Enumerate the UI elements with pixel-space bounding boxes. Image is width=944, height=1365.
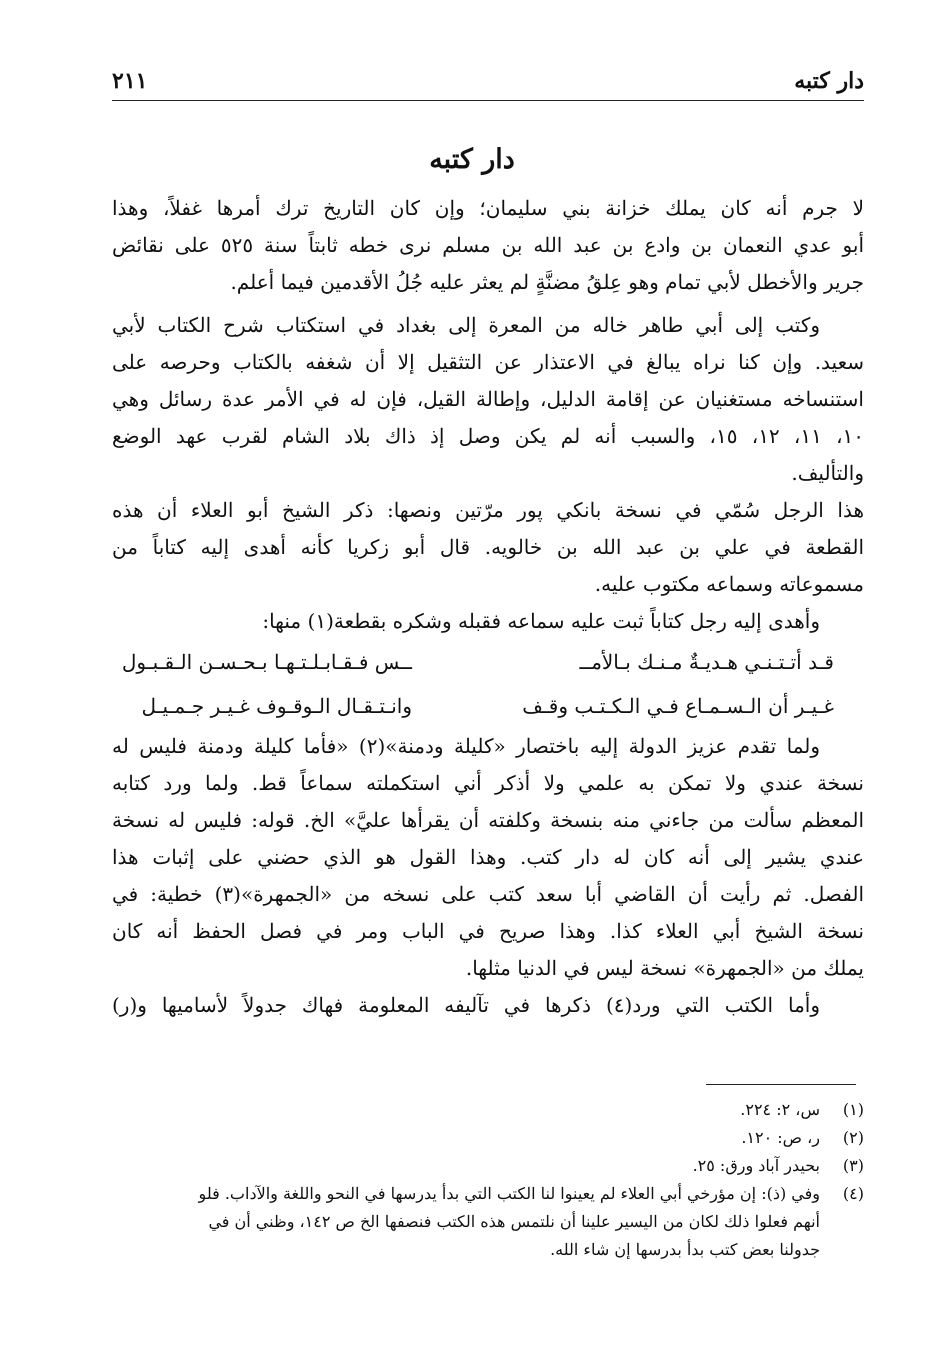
running-title: دار كتبه — [794, 68, 864, 94]
footnote-text: س، ٢: ٢٢٤. — [740, 1100, 820, 1119]
text-line: لا جرم أنه كان يملك خزانة بني سليمان؛ وإن كان التاريخ ترك أمرها غفلاً، وهذا — [112, 196, 864, 220]
footnote — [112, 1180, 864, 1208]
verse-first-hemistich: غـيـر أن الـسـمـاع فـي الـكـتـب وقـف — [522, 694, 834, 718]
text-line: يملك من «الجمهرة» نسخة ليس في الدنيا مثلها. — [465, 956, 864, 980]
verse-first-hemistich: قـد أتـتـنـي هـديـةٌ مـنـك بـالأمــ — [579, 650, 834, 674]
text-line: الفصل. ثم رأيت أن القاضي أبا سعد كتب على نسخه من «الجمهرة»(٣) خطية: في — [112, 882, 864, 906]
footnote — [112, 1152, 864, 1180]
text-line: نسخة الشيخ أبي العلاء كذا. وهذا صريح في الباب ومر في فصل الحفظ أنه كان — [112, 919, 864, 943]
footnote-separator — [706, 1084, 856, 1085]
footnote-continuation: جدولنا بعض كتب بدأ بدرسها إن شاء الله. — [550, 1240, 820, 1259]
text-line: هذا الرجل سُمّي في نسخة بانكي پور مرّتين ونصها: ذكر الشيخ أبو العلاء أن هذه — [112, 498, 864, 522]
text-line: والتأليف. — [791, 461, 864, 485]
footnote-number: (١) — [842, 1100, 864, 1119]
main-text — [112, 190, 864, 1024]
text-line: أبو عدي النعمان بن وادع بن عبد الله بن مسلم نرى خطه ثابتاً سنة ٥٢٥ على نقائض — [112, 233, 864, 257]
page-number: ٢١١ — [112, 68, 148, 94]
text-line: نسخة عندي ولا تمكن به علمي ولا أذكر أني استكملته سماعاً قط. ولما ورد كتابه — [112, 771, 864, 795]
footnote-text: ر، ص: ١٢٠. — [741, 1128, 820, 1147]
text-line: ولما تقدم عزيز الدولة إليه باختصار «كليلة ودمنة»(٢) «فأما كليلة ودمنة فليس له — [112, 734, 821, 758]
page-header — [112, 64, 864, 101]
footnote — [112, 1124, 864, 1152]
text-line: ١٠، ١١، ١٢، ١٥، والسبب أنه لم يكن وصل إذ ذاك بلاد الشام لقرب عهد الوضع — [112, 424, 864, 448]
footnote — [112, 1096, 864, 1124]
poem-verse — [112, 684, 864, 728]
text-line: مسموعاته وسماعه مكتوب عليه. — [594, 572, 864, 596]
footnote-number: (٤) — [842, 1184, 864, 1203]
verse-second-hemistich: وانـتـقـال الـوقـوف غـيـر جـمـيـل — [141, 694, 412, 718]
text-line: جرير والأخطل لأبي تمام وهو عِلقُ مضنَّةٍ لم يعثر عليه جُلُ الأقدمين فيما أعلم. — [230, 270, 864, 294]
text-line: وكتب إلى أبي طاهر خاله من المعرة إلى بغداد في استكتاب شرح الكتاب لأبي — [112, 313, 820, 337]
footnote-continuation: أنهم فعلوا ذلك لكان من اليسير علينا أن نلتمس هذه الكتب فنصفها الخ ص ١٤٢، وظني أن في — [208, 1212, 820, 1231]
footnote-number: (٣) — [842, 1156, 864, 1175]
text-line: استنساخه مستغنيان عن إقامة الدليل، وإطالة القيل، فإن له في الأمر عدة رسائل وهي — [112, 387, 864, 411]
chapter-title: دار كتبه — [429, 144, 515, 175]
text-line: المعظم سألت من جاءني منه بنسخة وكلفته أن يقرأها عليَّ» الخ. قوله: فليس له نسخة — [112, 808, 864, 832]
footnote-text: وفي (ذ): إن مؤرخي أبي العلاء لم يعينوا لنا الكتب التي بدأ يدرسها في النحو واللغة والآداب. فلو — [198, 1184, 820, 1203]
text-line: وأهدى إليه رجل كتاباً ثبت عليه سماعه فقبله وشكره بقطعة(١) منها: — [262, 609, 820, 633]
text-line: عندي يشير إلى أنه كان له دار كتب. وهذا القول هو الذي حضني على إثبات هذا — [112, 845, 864, 869]
text-line: وأما الكتب التي ورد(٤) ذكرها في تآليفه المعلومة فهاك جدولاً لأساميها و(ر) — [112, 993, 820, 1017]
text-line: القطعة في علي بن عبد الله بن خالويه. قال أبو زكريا كأنه أهدى إليه كتاباً من — [112, 535, 864, 559]
footnote-text: بحيدر آباد ورق: ٢٥. — [692, 1156, 820, 1175]
text-line: سعيد. وإن كنا نراه يبالغ في الاعتذار عن التثقيل إلا أن شغفه بالكتاب وحرصه على — [112, 350, 864, 374]
poem-verse — [112, 640, 864, 684]
footnotes — [112, 1096, 864, 1264]
verse-second-hemistich: ــس فـقـابـلـتـهـا بـحـسـن الـقـبـول — [121, 650, 412, 674]
footnote-number: (٢) — [842, 1128, 864, 1147]
